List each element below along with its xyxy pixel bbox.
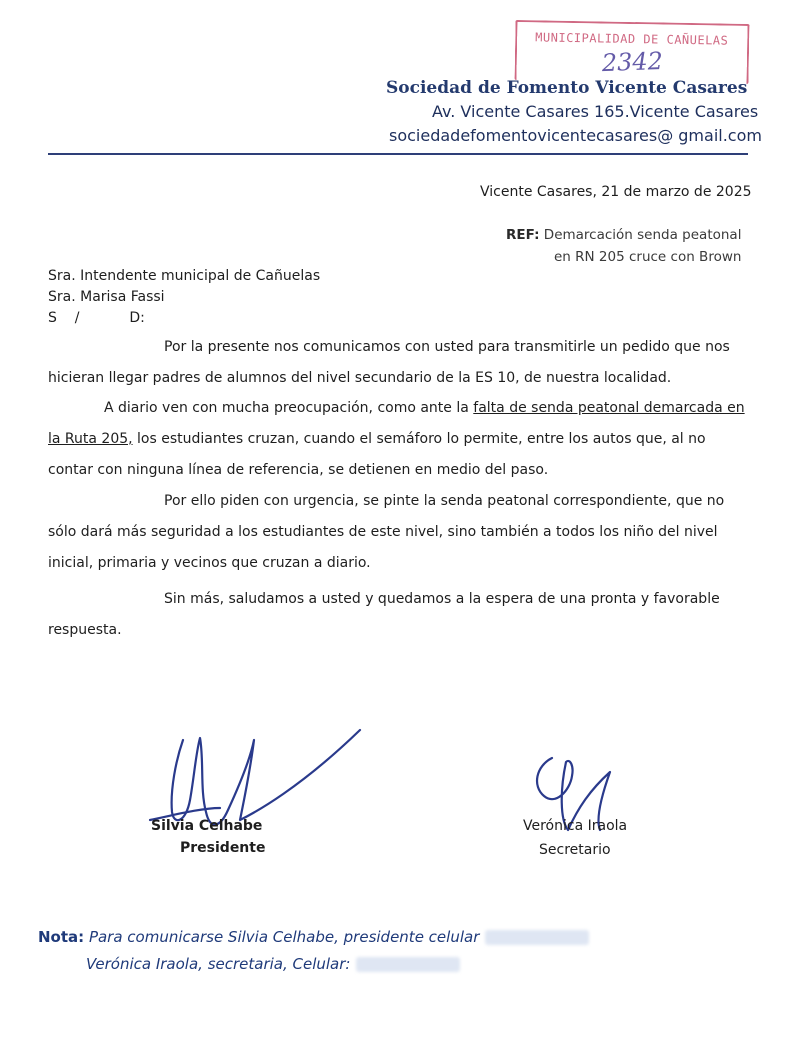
- date-line: Vicente Casares, 21 de marzo de 2025: [480, 184, 752, 200]
- paragraph-1-text: Por la presente nos comunicamos con usted para transmitirle un pedido que nos hicieran llegar padres de alumnos del nivel secundario de la ES 10, de nuestra localidad.: [48, 339, 730, 386]
- paragraph-2-text-b: los estudiantes cruzan, cuando el semáforo lo permite, entre los autos que, al no contar con ninguna línea de referencia, se detienen en medio del paso.: [48, 431, 706, 478]
- stamp-text: MUNICIPALIDAD DE CAÑUELAS: [535, 30, 729, 48]
- signature-1-name: Silvia Celhabe: [151, 818, 263, 834]
- recipient-line1: Sra. Intendente municipal de Cañuelas: [48, 268, 321, 284]
- contact-note-line1: [38, 928, 589, 946]
- redacted-phone-2: [356, 957, 460, 972]
- note-line2-text: Verónica Iraola, secretaria, Celular:: [86, 955, 351, 973]
- note-line1-text: Para comunicarse Silvia Celhabe, presidente celular: [88, 928, 480, 946]
- signature-2-role: Secretario: [539, 842, 611, 858]
- org-name: Sociedad de Fomento Vicente Casares: [386, 78, 748, 98]
- paragraph-3-text: Por ello piden con urgencia, se pinte la senda peatonal correspondiente, que no sólo dará más seguridad a los estudiantes de este nivel, sino también a todos los niño del nivel inicial, primaria y vecinos que cruzan a diario.: [48, 493, 725, 571]
- paragraph-4: [48, 584, 748, 646]
- paragraph-4-text: Sin más, saludamos a usted y quedamos a la espera de una pronta y favorable respuesta.: [48, 591, 720, 638]
- recipient-line2: Sra. Marisa Fassi: [48, 289, 165, 305]
- org-email: sociedadefomentovicentecasares@ gmail.com: [389, 126, 762, 145]
- ref-line1: Demarcación senda peatonal: [543, 227, 742, 243]
- signature-1-scribble: [172, 730, 360, 825]
- stamp-number: 2342: [601, 46, 664, 78]
- paragraph-1: [48, 332, 748, 394]
- reference-block: [506, 224, 741, 268]
- paragraph-2-underlined: falta de senda peatonal demarcada en la Ruta 205,: [48, 400, 745, 447]
- note-label: Nota:: [38, 928, 85, 946]
- contact-note-line2: [86, 955, 460, 973]
- s-label: S /: [48, 310, 80, 326]
- municipal-stamp: [514, 20, 749, 84]
- redacted-phone-1: [485, 930, 589, 945]
- ref-line2: en RN 205 cruce con Brown: [554, 249, 742, 265]
- header-divider: [48, 153, 748, 155]
- paragraph-2: [48, 393, 748, 486]
- org-address: Av. Vicente Casares 165.Vicente Casares: [432, 102, 759, 121]
- signature-1-role: Presidente: [180, 840, 266, 856]
- paragraph-2-text-a: A diario ven con mucha preocupación, como ante la: [104, 400, 474, 416]
- signature-2-name: Verónica Iraola: [523, 818, 628, 834]
- recipient-sd: [48, 310, 145, 326]
- paragraph-3: [48, 486, 748, 579]
- ref-label: REF:: [506, 227, 540, 243]
- d-label: D:: [129, 310, 145, 326]
